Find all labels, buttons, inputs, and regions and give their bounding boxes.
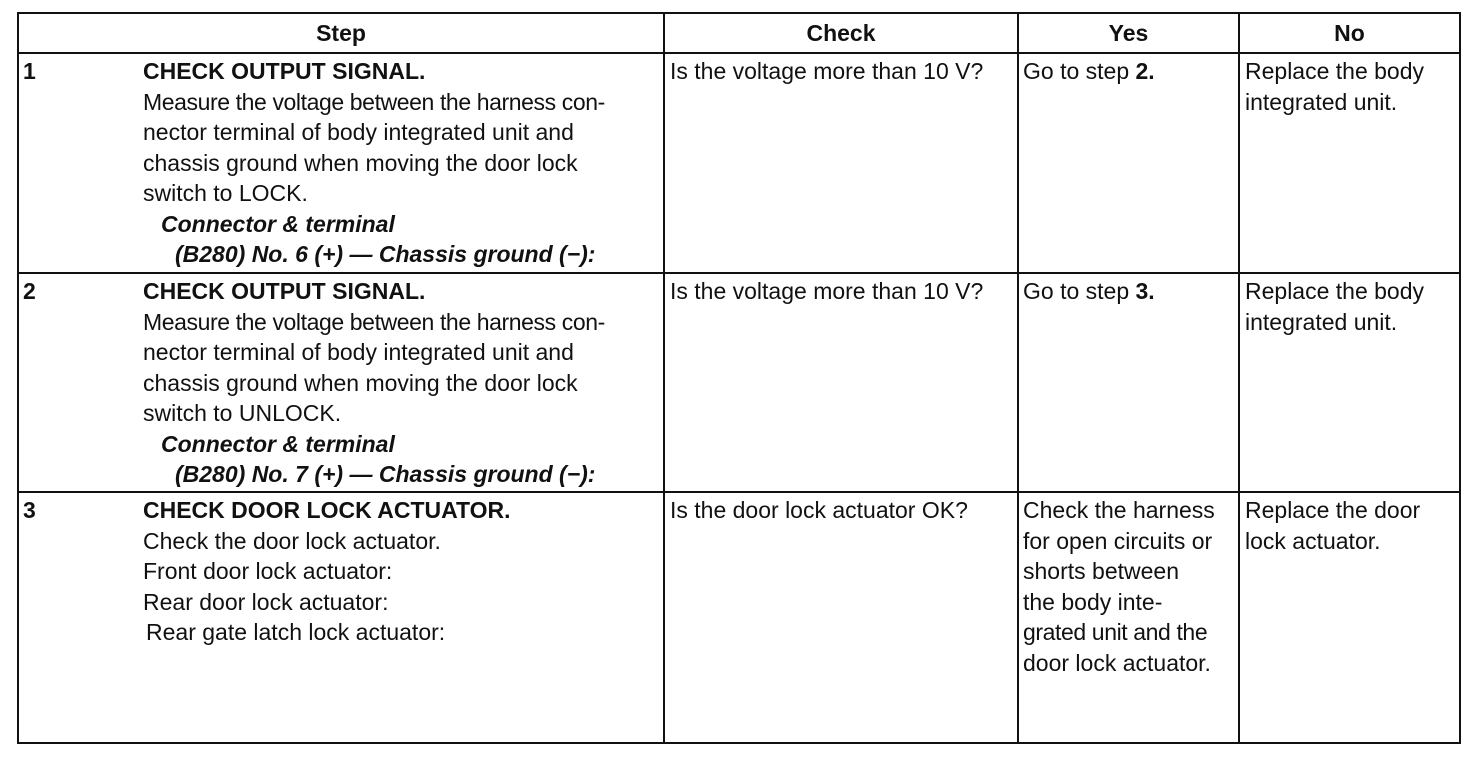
- yes-action-line: for open circuits or: [1023, 527, 1213, 554]
- step-body: [143, 54, 663, 270]
- header-check: Check: [664, 14, 1018, 53]
- header-step: Step: [19, 14, 664, 53]
- yes-action-line: door lock actuator.: [1023, 649, 1211, 676]
- header-no: No: [1239, 14, 1459, 53]
- yes-action-line: Check the harness: [1023, 497, 1215, 523]
- no-action: [1240, 54, 1459, 117]
- no-action-line: Replace the door: [1245, 497, 1421, 523]
- header-yes: Yes: [1018, 14, 1239, 53]
- step-text-line: chassis ground when moving the door lock: [143, 369, 578, 396]
- diagnostic-table: [19, 14, 1459, 743]
- yes-prefix: Go to step: [1023, 278, 1136, 304]
- no-action-line: lock actuator.: [1245, 527, 1381, 554]
- table-row: [19, 492, 1459, 743]
- yes-cell: [1018, 53, 1239, 273]
- header-row: [19, 14, 1459, 53]
- table-row: [19, 53, 1459, 273]
- step-cell: [19, 273, 664, 492]
- step-text-line: switch to LOCK.: [143, 180, 308, 206]
- step-text-line: nector terminal of body integrated unit and: [143, 339, 574, 365]
- table-row: [19, 273, 1459, 492]
- check-question: Is the voltage more than 10 V?: [670, 58, 984, 84]
- no-action-line: integrated unit.: [1245, 88, 1398, 115]
- step-text-line: Front door lock actuator:: [143, 558, 393, 584]
- step-number: 3: [23, 497, 36, 523]
- yes-step-ref: 2.: [1135, 58, 1155, 84]
- connector-label: Connector & terminal: [161, 430, 395, 457]
- no-cell: [1239, 273, 1459, 492]
- connector-value: (B280) No. 7 (+) — Chassis ground (−):: [175, 461, 596, 487]
- step-cell: [19, 492, 664, 743]
- step-number: 1: [23, 58, 36, 84]
- step-title: CHECK OUTPUT SIGNAL.: [143, 58, 426, 84]
- step-title: CHECK OUTPUT SIGNAL.: [143, 278, 426, 304]
- step-cell: [19, 53, 664, 273]
- yes-step-ref: 3.: [1135, 278, 1155, 304]
- no-cell: [1239, 492, 1459, 743]
- step-text-line: Rear door lock actuator:: [143, 588, 389, 615]
- step-title: CHECK DOOR LOCK ACTUATOR.: [143, 497, 511, 523]
- no-action-line: integrated unit.: [1245, 308, 1398, 335]
- step-body: [143, 274, 663, 490]
- no-action-line: Replace the body: [1245, 278, 1425, 304]
- check-cell: [664, 492, 1018, 743]
- step-text-line: chassis ground when moving the door lock: [143, 149, 578, 176]
- yes-action-line: grated unit and the: [1023, 619, 1208, 645]
- step-text-line: nector terminal of body integrated unit and: [143, 119, 574, 145]
- step-body: [143, 493, 663, 648]
- diagnostic-table-container: [17, 12, 1461, 744]
- no-action: [1240, 274, 1459, 337]
- yes-action: [1019, 493, 1238, 678]
- yes-prefix: Go to step: [1023, 58, 1136, 84]
- no-action: [1240, 493, 1459, 556]
- check-cell: [664, 53, 1018, 273]
- step-text-line: Check the door lock actuator.: [143, 527, 441, 554]
- yes-action: [1019, 274, 1238, 307]
- step-text-line: Rear gate latch lock actuator:: [146, 619, 446, 645]
- check-question: Is the door lock actuator OK?: [670, 497, 968, 523]
- check-question: Is the voltage more than 10 V?: [670, 278, 984, 304]
- step-text-line: Measure the voltage between the harness con-: [143, 88, 605, 115]
- yes-action-line: the body inte-: [1023, 588, 1163, 615]
- yes-cell: [1018, 492, 1239, 743]
- yes-cell: [1018, 273, 1239, 492]
- connector-value: (B280) No. 6 (+) — Chassis ground (−):: [175, 241, 596, 267]
- no-cell: [1239, 53, 1459, 273]
- step-text-line: Measure the voltage between the harness con-: [143, 308, 605, 335]
- yes-action-line: shorts between: [1023, 558, 1179, 584]
- no-action-line: Replace the body: [1245, 58, 1425, 84]
- check-cell: [664, 273, 1018, 492]
- yes-action: [1019, 54, 1238, 87]
- connector-label: Connector & terminal: [161, 210, 395, 237]
- step-text-line: switch to UNLOCK.: [143, 400, 342, 426]
- step-number: 2: [23, 278, 36, 304]
